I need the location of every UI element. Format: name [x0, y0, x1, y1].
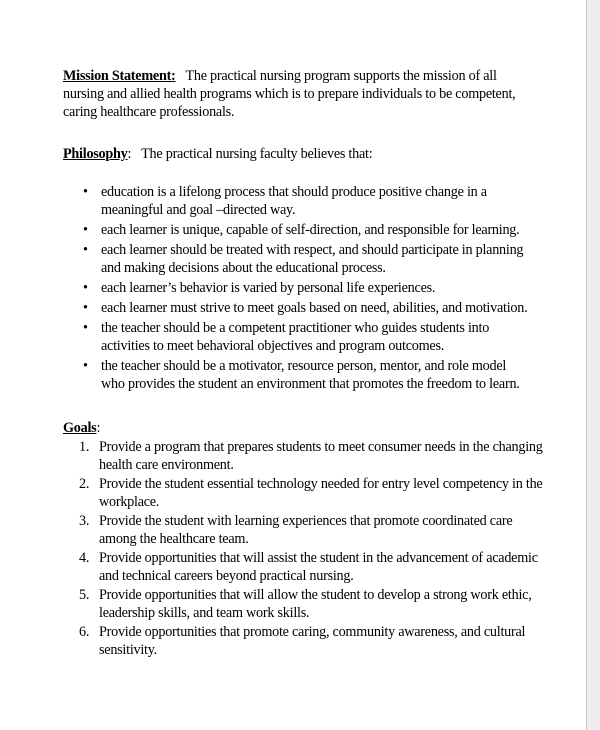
- list-item: [63, 475, 543, 511]
- philosophy-paragraph: [63, 145, 523, 163]
- bullet-icon: •: [83, 320, 88, 336]
- list-item: • education is a lifelong process that should produce positive change in a meaningful and goal –directed way.: [83, 184, 487, 218]
- list-item: • each learner is unique, capable of self-direction, and responsible for learning.: [83, 222, 520, 238]
- page-edge-border: [586, 0, 600, 730]
- mission-statement-heading: Mission Statement:: [63, 68, 176, 84]
- goal-number: 3.: [79, 513, 90, 529]
- list-item: [63, 512, 543, 548]
- list-item: • the teacher should be a competent practitioner who guides students into activities to meet behavioral objectives and program outcomes.: [83, 320, 490, 354]
- goal-text: Provide a program that prepares students to meet consumer needs in the changing health care environment.: [99, 439, 543, 473]
- philosophy-bullet-list: [63, 183, 533, 395]
- list-item: • each learner’s behavior is varied by personal life experiences.: [83, 280, 436, 296]
- list-item: • each learner must strive to meet goals based on need, abilities, and motivation.: [83, 300, 528, 316]
- bullet-icon: •: [83, 358, 88, 374]
- goals-heading-line: [63, 419, 523, 437]
- philosophy-heading: Philosophy: [63, 146, 128, 162]
- goals-separator: :: [96, 420, 101, 436]
- goal-number: 1.: [79, 439, 90, 455]
- goal-text: Provide the student with learning experiences that promote coordinated care among the healthcare team.: [99, 513, 513, 547]
- list-item: • the teacher should be a motivator, resource person, mentor, and role model who provides the student an environment that promotes the freedom to learn.: [83, 358, 520, 392]
- list-item: [63, 586, 543, 622]
- list-item: [63, 549, 543, 585]
- bullet-icon: •: [83, 280, 88, 296]
- goal-text: Provide opportunities that will allow the student to develop a strong work ethic, leadership skills, and team work skills.: [99, 587, 532, 621]
- goal-text: Provide the student essential technology needed for entry level competency in the workplace.: [99, 476, 543, 510]
- bullet-icon: •: [83, 222, 88, 238]
- goal-number: 5.: [79, 587, 90, 603]
- bullet-icon: •: [83, 242, 88, 258]
- mission-statement-paragraph: [63, 67, 523, 121]
- goals-numbered-list: [63, 438, 543, 660]
- bullet-icon: •: [83, 184, 88, 200]
- goal-number: 4.: [79, 550, 90, 566]
- goal-number: 6.: [79, 624, 90, 640]
- goal-text: Provide opportunities that promote caring, community awareness, and cultural sensitivity.: [99, 624, 526, 658]
- list-item: [63, 438, 543, 474]
- list-item: [63, 623, 543, 659]
- philosophy-separator: :: [127, 146, 132, 162]
- goal-number: 2.: [79, 476, 90, 492]
- list-item: • each learner should be treated with respect, and should participate in planning and making decisions about the educational process.: [83, 242, 524, 276]
- bullet-icon: •: [83, 300, 88, 316]
- goal-text: Provide opportunities that will assist the student in the advancement of academic and technical careers beyond practical nursing.: [99, 550, 538, 584]
- philosophy-intro: The practical nursing faculty believes that:: [141, 146, 373, 162]
- mission-statement-text: The practical nursing program supports the mission of all nursing and allied health programs which is to prepare individuals to be competent, caring healthcare professionals.: [63, 68, 516, 120]
- goals-heading: Goals: [63, 420, 97, 436]
